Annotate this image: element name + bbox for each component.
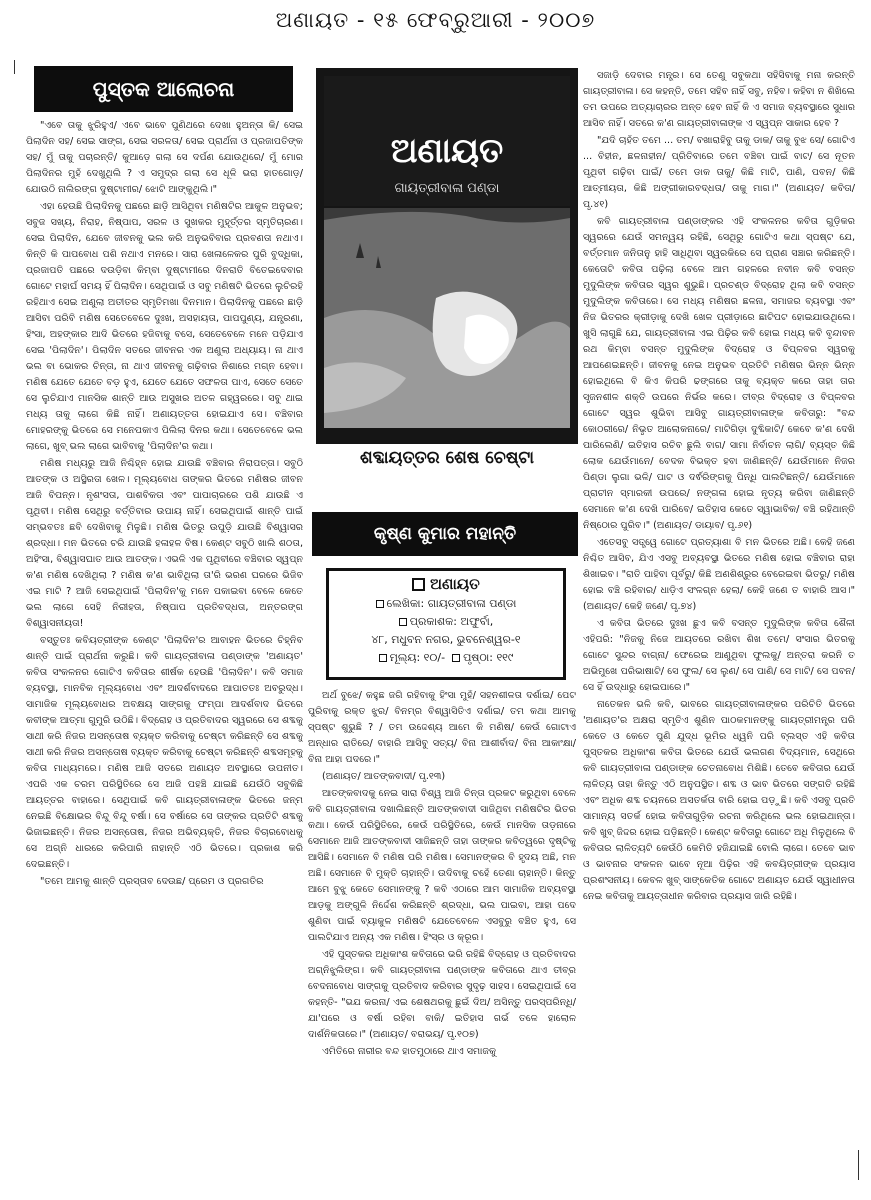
cover-caption: ଶବ୍ଦାୟତ୍ତର ଶେଷ ଚେଷ୍ଟା [359,448,535,468]
paragraph: ସଜାଡ଼ି ଦେବାର ମନ୍ତ୍ର। ସେ ତେଣୁ ସବୁକଥା ସହିସିବାକୁ ମନା କରନ୍ତି ଗାୟତ୍ରୀବାଳା। ସେ କହନ୍ତି, ତମେ ସହିବ ନାହିଁ ସବୁ, ନହିବ। କହିବା ନ ଶିଖିଲେ ତମ ଉପରେ ଅତ୍ୟାଚାରର ଅନ୍ତ ହେବ ନାହିଁ କି ଏ ସମାଜ ବ୍ୟବସ୍ଥାରେ ସୁଧାର ଆସିବ ନାହିଁ। ସତରେ କ'ଣ ଗାୟତ୍ରୀବାଳାଙ୍କ ଏ ସ୍ୱପ୍ନ ସାକାର ହେବ ? [583,70,855,129]
cover-art [316,68,578,444]
paragraph: "ଯଦି ଚାହଁତ ତମେ ... ତମ/ ବଖାରାହିବୁ ତାକୁ ଡାକ/ ତାକୁ ବୁଝ ସେ/ ଗୋଟିଏ ... ବିହୀନ, ଛଳନାହୀନ/ ପ୍ରିତିବାରେ ତମେ ବଞ୍ଚିବା ପାଇଁ ବାଟ/ ସେ ନୂତନ ପୃଥିବୀ ଗଢ଼ିବା ପାଇଁ/ ତମେ ଡାକ ତାକୁ/ କିଛି ମାଟି, ପାଣି, ପବନ/ କିଛି ଆତ୍ମୀୟତା, କିଛି ଅଙ୍ଗୀକାରବଦ୍ଧତା/ ତାକୁ ମାଗ।" (ଅଣାୟତ/ କବିତା/ ପୃ.୪୧) [583,135,855,210]
crop-mark [858,1150,859,1180]
book-info-price-pages-row [329,649,563,667]
paragraph: ମଣିଷ ମଧ୍ୟରୁ ଆଜି ନିଶ୍ଚିହ୍ନ ହୋଇ ଯାଉଛି ବଞ୍ଚିବାର ନିରାପତ୍ତା। ସବୁଠି ଆତଙ୍କ ଓ ଅସ୍ଥିରତା ଖେଳ। ମୂଲ୍ୟବୋଧ ତାଙ୍କର ଭିତରେ ମଣିଷର ଜୀବନ ଆଜି ବିପନ୍ନ। ନୃଶଂସତା, ପାଶବିକତା ଏବଂ ପାପାଚାରରେ ପଶି ଯାଉଛି ଏ ପୃଥିବୀ। ମଣିଷ ସେଥିରୁ ବର୍ତ୍ତିବାର ଉପାୟ ନାହିଁ। ସେଇଥିପାଇଁ ଶାନ୍ତି ପାଇଁ ସମ୍ଭବତଃ ଛବି ଦେଖିବାକୁ ମିଳୁଛି। ମଣିଷ ଭିତରୁ ଉପୁଡ଼ି ଯାଉଛି ବିଶ୍ୱାସର ଶ୍ରଦ୍ଧା। ମନ ଭିତରେ ଚରି ଯାଉଛି ହଳାହଳ ବିଷ। କେଣ୍ଟ ସବୁଠି ଖାଲି ଶଠତା, ଅହିଂସା, ବିଶ୍ୱାସଘାତ ଆଉ ଆତଙ୍କ। ଏଭଳି ଏକ ପୃଥିବୀରେ ବଞ୍ଚିବାର ସ୍ୱପ୍ନ କ'ଣ ମଣିଷ ଦେଖିଥିଲା ? ମଣିଷ କ'ଣ ଭାବିଥିଲା ତା'ରି ଭରଣ ଘରରେ ଭିଜିବ ଏଇ ମାଟି ? ଆଜି ସେଇଥିପାଇଁ 'ପିଲାଦିନ'କୁ ମନେ ପକାଇବା ବେଳେ କେତେ ଭଲ ଲାଗେ ସେହି ନିରୀହତା, ନିଷ୍ପାପ ପ୍ରତିବଦ୍ଧତା, ଅନ୍ତରଙ୍ଗ ବିଶ୍ୱାସନୀୟତା! [26,458,303,629]
paragraph: ଅର୍ଥ ବୁଝେ/ କହୁଛ ଜଗି ରହିବାକୁ ହିଂସା ମୁହଁ/ ସହନଶୀଳତା ଦର୍ଶାଇ/ ପେଟ ପୁରିବାକୁ ରକ୍ତ ଝୁର/ ବିନମ୍ର ବିଶ୍ୱାସିତିଏ ଦର୍ଶାଇ/ ତମ କଥା ଆମକୁ ସ୍ପଷ୍ଟ ଶୁଭୁଛି ? / ତମ ଉଦ୍ଦେଶ୍ୟ ଆମେ କି ମଣିଷ/ କେଉଁ ଗୋଟାଏ ଅନ୍ଧାର ରାତିରେ/ ବାହାରି ଆସିବୁ ସତ୍ୟ/ ବିନା ଆଶୀର୍ବାଦ/ ବିନା ଆକାଂକ୍ଷା/ ବିନା ଆହା ପଦରେ।" [308,690,576,765]
section-banner: ପୁସ୍ତକ ଆଲୋଚନା [34,66,293,112]
square-bullet-icon [376,600,384,608]
review-column-2 [308,688,576,1178]
book-info-title-row [329,575,563,593]
book-info-address: ୪୮, ମଧୁବନ ନଗର, ଭୁବନେଶ୍ୱର-୧ [371,633,521,646]
paragraph: ଏମିତିରେ ନାରୀର ବନ୍ଦ ହାତମୁଠାରେ ଥାଏ ସମାଜକୁ [322,1046,497,1057]
book-info-box [326,568,566,680]
crop-mark [14,60,15,74]
review-column-1 [26,118,303,1180]
book-info-title: ଅଣାୟତ [430,575,480,593]
paragraph: ଏ କବିତା ଭିତରେ ଦୁଃଖ ଛୁଏ କବି ବସନ୍ତ ମୁଦୁଲିଙ୍କ କବିତା ଶୈଳୀ ଏହିପରି: "ନିଜକୁ ନିଜେ ଆୟତରେ ରଖିବା ଶିଖ ତମେ/ ସଂସାର ଭିତରକୁ ଗୋଟେ ସୁନ୍ଦର ବାଗ୍ନା/ ଫେରେଇ ଆଣୁଥିବା ଫୁଲକୁ/ ଅନ୍ତରା କରନି ତ ଅଭିମୁଖେ ପରିଭାଷାଟି/ ସେ ଫୁଲ/ ସେ ଲୁଣ/ ସେ ପାଣି/ ସେ ମାଟି/ ସେ ପବନ/ ସେ ହିଁ ଉଦ୍ଧାରୁ ହୋଇପାରେ।" [583,618,855,693]
paragraph: ଏହି ପୁସ୍ତକର ଅଧିକାଂଶ କବିତାରେ ଭରି ରହିଛି ବିଦ୍ରୋହ ଓ ପ୍ରତିବାଦର ଅଗ୍ନିଝୁଲିଙ୍ଗ। କବି ଗାୟତ୍ରୀବାଳା ପଣ୍ଡାଙ୍କ କବିତାରେ ଥାଏ ତୀବ୍ର ବେଦନାବୋଧ ସାଙ୍ଗକୁ ପ୍ରତିବାଦ କରିବାର ସୁଦୃଢ଼ ସାହସ। ସେଇଥିପାଇଁ ସେ କହନ୍ତି- "ଭଯ କରନା/ ଏଇ ଶେଷଥରକୁ ଛୁଇଁ ଦିଅ/ ଅସିନ୍ତୁ ପରସ୍ପରିନ୍ଧି/ ଯା'ପରେ ଓ ବର୍ଷା ରହିବା ବାକି/ ଇତିହାସ ଗର୍ଭ ତଳେ ହାଲୋଳ ଦାର୍ଶନିକତାରେ।" (ଅଣାୟତ/ ବରାଭୟ/ ପୃ.୧୦୭) [308,949,576,1040]
square-bullet-icon [452,654,460,662]
paragraph: ନାତେକନ ଭଳି କବି, ଭାବରେ ଗାୟତ୍ରୀବାଳାଙ୍କର ପରିଚିତି ଭିତରେ 'ଅଣାୟତ'ର ଅକ୍ଷରା ସ୍ମୃତିଏ ଶୁଣିନ ପାଠକମାନଙ୍କୁ ଗାୟତ୍ରୀମନ୍ତ୍ର ପରି କେତେ ଓ କେତେ ପୁଣି ଯୁଦ୍ଧ ଭୂମିର ଧ୍ୱନି ପରି ବ୍ଲସ୍ତ ଏହି କବିତା ପୁସ୍ତକର ଅଧିକାଂଶ କବିତା ଭିତରେ ଯେଉଁ ଭଲଗଣ ବିଦ୍ୟମାନ, ସେଥିରେ କବି ଗାୟତ୍ରୀବାଳା ପଣ୍ଡାଙ୍କ ଚେତନାବୋଧ ମିଶିଛି। ତେବେ କବିତାର ଯେଉଁ ଲାଳିତ୍ୟ ତାହା କିନ୍ତୁ ଏଠି ଅନୁପସ୍ଥିତ। ଶବ୍ଦ ଓ ଭାବ ଭିତରେ ସଙ୍ଗତି ରହିଛି ଏବଂ ଅଧିକ ଶବ୍ଦ ଚୟନରେ ଅସତର୍କତା ବାରି ହୋଇ ପଡ଼ୁଛି। କବି ଏସବୁ ପ୍ରତି ସାମାନ୍ୟ ସତର୍କ ହୋଇ କବିତାଗୁଡ଼ିକ ରଚନା କରିଥିଲେ ଭଲ ହୋଇଥାନ୍ତା। କବି ଖୁବ୍ ଜିଦ୍ଦର ହୋଇ ପଡ଼ିଛନ୍ତି। କେଣ୍ଟ କବିତାରୁ ଗୋଟେ ଅଧି ମିଳୁଥିଲେ ବି କବିତାର ଲାଳିତ୍ୟଟି କେଉଁଠି କେମିତି ହଜିଯାଇଛି ବୋଲି ଲାଗେ। ତେବେ ଭାବ ଓ ଭାବନାର ସଂକଳନ ଭାବେ ନୂଆ ପିଢ଼ିର ଏହି କବୟିତ୍ରୀଙ୍କ ପ୍ରୟାସ ପ୍ରଶଂସନୀୟ। କେବଳ ଖୁବ୍ ସାଙ୍କେତିକ ଗୋଟେ ଅଣାୟତ ଯେଉଁ ସ୍ୱାଧୀନତା ନେଇ କବିତାକୁ ଆୟତ୍ତାଧୀନ କରିବାର ପ୍ରୟାସ ଜାରି ରହିଛି। [583,699,855,902]
paragraph: କବି ଗାୟତ୍ରୀବାଳା ପଣ୍ଡାଙ୍କର ଏହି ସଂକଳନର କବିତା ଗୁଡ଼ିକର ସ୍ୱରରେ ଯେଉଁ ସମନ୍ୱୟ ରହିଛି, ସେଥିରୁ ଗୋଟିଏ କଥା ସ୍ପଷ୍ଟ ଯେ, ବର୍ତ୍ତମାନ ଜନିତାନୁ ହାହି ସାଧିଥିବା ସ୍ୱରକିରେ ସେ ପ୍ରାଣ ସଞ୍ଚାର କରିଛନ୍ତି। କେତୋଟି କବିତା ପଢ଼ିଲା ବେଳେ ଆମ ଗହଳରେ ନବୀନ କବି ବସନ୍ତ ମୁଦୁଲିଙ୍କ କବିତାର ସ୍ୱର ଶୁଭୁଛି। ପ୍ରଚଣ୍ଡ ବିଦ୍ରୋହ ଥିଲା କବି ବସନ୍ତ ମୁଦୁଲିଙ୍କ କବିତାରେ। ସେ ମଧ୍ୟ ମଣିଷର ଛଳନା, ସମାଜର ବ୍ୟବସ୍ଥା ଏବଂ ନିଜ ଭିତରର କ୍ରୀଡ଼ାକୁ ଦେଖି ଖେଳ ପ୍ରୀଡ଼ାରେ ଛାଟିପଟ ହୋଇଯାଉଥିଲେ। ଖୁସି ଲାଗୁଛି ଯେ, ଗାୟତ୍ରୀବାଳା ଏଇ ପିଢ଼ିର କବି ହୋଇ ମଧ୍ୟ କବି ବୃନ୍ଦାବନ ରଥ କିମ୍ବା ବସନ୍ତ ମୁଦୁଲିଙ୍କ ବିଦ୍ରୋହ ଓ ବିପ୍ଳବର ସ୍ୱରକୁ ଆପଣେଇଛନ୍ତି। ଜୀବନକୁ ନେଇ ଅନୁଭବ ପ୍ରତିଟି ମଣିଷର ଭିନ୍ନ ଭିନ୍ନ ହୋଇଥିଲେ ବି କିଏ କିପରି ଢଙ୍ଗରେ ତାକୁ ବ୍ୟକ୍ତ କରେ ତାହା ତାର ସୃଜନଶୀଳ ଶକ୍ତି ଉପରେ ନିର୍ଭର କରେ। ତୀବ୍ର ବିଦ୍ରୋହ ଓ ବିପ୍ଳବର ଗୋଟେ ସ୍ୱର ଶୁଭିବା ଆସିବୁ ଗାୟତ୍ରୀବାଳାଙ୍କ କବିତାରୁ: "ବନ୍ଦ କୋଠରୀରେ/ ନିଭୃତ ଆଲୋକନାରେ/ ମାଟିଗିଡ଼ା ଦୁବ୍ଦିକାଟି/ କେବେ କ'ଣ ଦେଖି ପାରିଲେଣି/ ଇତିହାସ ରଚିବ ଛୁଲି ବାଗ/ ସାମା ନିର୍ବାଚନ ଲାଗି/ ବ୍ୟସ୍ତ କିଛି ଲୋକ ଯେଉଁମାନେ/ ବେଦକ ବିଭକ୍ତ ହବା ଜାଣିଛନ୍ତି/ ଯେଉଁମାନେ ନିଜର ପିଣ୍ଡା ଲୁଗା ଭଳି/ ପାଟ ଓ ଦର୍ଵରିଙ୍ଗକୁ ପିନ୍ଧି ପାଲଟିଛନ୍ତି/ ଯେଉଁମାନେ ପ୍ରାଚୀନ ସ୍ମାରକୀ ଉପରେ/ ନଙ୍ଗଳା ହୋଇ ନୃତ୍ୟ କରିବା ଜାଣିଛନ୍ତି ସେମାନେ କ'ଣ ଦେଖି ପାରିବେ/ ଇତିହାସ କେତେ ସ୍ୱାଭାବିକ/ ବଞ୍ଚି ରହିଥାନ୍ତି ନିଷ୍ଠୋର ପୁରିବ।" (ଅଣାୟତ/ ଡାୟାବ/ ପୃ.୬୧) [583,216,855,531]
book-info-publisher-row [329,613,563,631]
review-column-3 [583,68,855,1178]
paragraph: "ଏବେ ତାକୁ ଝୁରିହୁଏ/ ଏବେ ଭାବେ ପୁଣିଥରେ ଦେଖା ହୁଅନ୍ତା କି/ ସେଇ ପିଲାଦିନ ସହ/ ସେଇ ସାଙ୍ଗ, ସେଇ ସରଳତା/ ସେଇ ପ୍ରାର୍ଥନା ଓ ପ୍ରଜାପତିଙ୍କ ସହ/ ମୁଁ ତାକୁ ପଚାରନ୍ତି/ କୁଆଡ଼େ ଗଲା ସେ ଦର୍ପଣ ଯୋଉଥିରେ/ ମୁଁ ମୋର ପିଲାଦିନର ମୁହଁ ଦେଖୁଥିଲି ? ଏ ସମୁଦ୍ର ଗଲା ସେ ଧୂଳି ଭରା ହାତଗୋଡ଼/ ଯୋଉଠି ନାଲିରଙ୍ଗ ଦୁଷ୍ଟାମୀର/ ଝୋଟି ଆଙ୍କୁଥିଲି।" [26,120,303,195]
paragraph: ବସ୍ତୁତଃ କବିୟତ୍ରୀଙ୍କ କେଣ୍ଟ 'ପିଲାଦିନ'ର ଆବାହନ ଭିତରେ ଚିହ୍ନିବ ଶାନ୍ତି ପାଇଁ ପ୍ରାର୍ଥନା କରୁଛି। କବି ଗାୟତ୍ରୀବାଳା ପଣ୍ଡାଙ୍କ 'ଅଣାୟତ' କବିତା ସଂକଳନର ଗୋଟିଏ କବିତାର ଶୀର୍ଷକ ହେଉଛି 'ପିଲାଦିନ'। କବି ସମାଜ ବ୍ୟବସ୍ଥା, ମାନବିକ ମୂଲ୍ୟବୋଧ ଏବଂ ଆଦର୍ଶବାଦରେ ଆପାତତଃ ଅବରୁଦ୍ଧ। ସାମାଜିକ ମୂଲ୍ୟବୋଧର ଅବକ୍ଷୟ ସାଙ୍ଗକୁ ଫମ୍ପା ଆଦର୍ଶବାଦ ଭିତରେ କବୀଙ୍କ ଆତ୍ମା ଗୁମୁରି ଉଠିଛି। ବିଦ୍ରୋହ ଓ ପ୍ରତିବାଦର ସ୍ୱରରେ ସେ ଶବ୍ଦକୁ ସାଥୀ କରି ନିଜର ଅସନ୍ତୋଷ ବ୍ୟକ୍ତ କରିବାକୁ ଚେଷ୍ଟା କରିଛନ୍ତି ସେ ଶବ୍ଦକୁ ସାଥୀ କରି ନିଜର ଅସନ୍ତୋଷ ବ୍ୟକ୍ତ କରିବାକୁ ଚେଷ୍ଟା କରିଛନ୍ତି ଶବ୍ଦସମୂହକୁ କବିତା ମାଧ୍ୟମରେ। ମଣିଷ ଆଜି ସତରେ ଅଣାୟତ ଅବସ୍ଥାରେ ଉପନୀତ। ଏପରି ଏକ ଚରମ ପରିସ୍ଥିତିରେ ସେ ଆଜି ପହଞ୍ଚି ଯାଇଛି ଯେଉଁଠି ସବୁକିଛି ଆୟତ୍ତର ବାହାରେ। ସେଥିପାଇଁ କବି ଗାୟତ୍ରୀବାଳାଙ୍କ ଭିତରେ ଜନ୍ମ ନେଇଛି ବିକ୍ଷୋଭର ବିନ୍ଦୁ ବିନ୍ଦୁ ବର୍ଷା। ସେ ବର୍ଷାରେ ସେ ତାଙ୍କର ପ୍ରତିଟି ଶବ୍ଦକୁ ଭିଜାଇଛନ୍ତି। ନିଜର ଅସନ୍ତୋଷ, ନିଜର ଅଭିବ୍ୟକ୍ତି, ନିଜର ବିଚାରବୋଧକୁ ସେ ଅଗ୍ନି ଧାରରେ କରିପାରି ନାହାନ୍ତି ଏଠି ଭିତରେ। ପ୍ରକାଶ କରି ଦେଇଛନ୍ତି। [26,635,303,870]
book-info-pages: ପୃଷ୍ଠା: ୧୧୯ [463,651,514,664]
paragraph: (ଅଣାୟତ/ ଆତଙ୍କବାଦୀ/ ପୃ.୧୩) [322,771,446,782]
newspaper-header: ଅଣାୟତ - ୧୫ ଫେବ୍ରୁଆରୀ - ୨୦୦୭ [275,8,596,32]
reviewer-name: କୃଷ୍ଣ କୁମାର ମହାନ୍ତି [312,512,578,556]
book-info-price: ମୂଲ୍ୟ: ୧୦/- [389,651,446,664]
book-info-publisher: ପ୍ରକାଶକ: ଅଫୁର୍ବା, [409,615,494,628]
paragraph: ଏହା ହେଉଛି ପିଲାଦିନକୁ ପଛରେ ଛାଡ଼ି ଆସିଥିବା ମଣିଷଟିର ଆକୁଳ ଅନୁଭବ; ସବୁଜ ସଖ୍ୟ, ନିରାହ, ନିଷ୍ପାପ, ସରଳ ଓ ସୁଖକର ମୁହୂର୍ତ୍ତର ସ୍ମୃତିଚାରଣ। ସେଇ ପିଲାଦିନ, ଯେବେ ଜୀବନକୁ ଭଲ କରି ଅନୁଭବିବାର ପ୍ରବଣତା ନଥାଏ। କିନ୍ତି କି ପାପବୋଧ ପଶି ନଥାଏ ମନରେ। ସାରା ଖେଳାଳେକର ପୁରି ବୁଦ୍ଧିକା, ପ୍ରଜାପତି ପଛରେ ଦଉଡ଼ିବା କିମ୍ବା ଦୁଷ୍ଟାମୀରେ ଦିନରାତି ବିତେଇଦେବାର ଗୋଟେ ମହାର୍ଘ ସମୟ ହିଁ ପିଲାଦିନ। ସେଥିପାଇଁ ଓ ସବୁ ମଣିଷଟି ଭିତରେ ଲୁଚିରହି ରହିଥାଏ ସେଇ ଅଣୁଲା ଅତୀତର ସ୍ମୃତିମଖା ଦିନମାନ। ପିଲାଦିନକୁ ପଛରେ ଛାଡ଼ି ଆସିବା ପରିବି ମଣିଷ ସେତେବେଳେ ଦୁଃଖ, ଅସହାୟତା, ପାପପୁଣ୍ୟ, ଯନ୍ତ୍ରଣା, ହିଂସା, ଅହଙ୍କାର ଆଦି ଭିତରେ ହଜିବାକୁ ବସେ, ସେତେବେଳେ ମନେ ପଡ଼ିଯାଏ ସେଇ 'ପିଲାଦିନ'। ପିଲାଦିନ ସତରେ ଜୀବନର ଏକ ଅଣୁଲା ଅଧ୍ୟାୟ। ନା ଥାଏ ଭଲ ବା ଭୋକର ଚିନ୍ତା, ନା ଥାଏ ଜୀବନକୁ ଗଢ଼ିବାର ନିଶାରେ ମଗ୍ନ ହେବା। ମଣିଷ ଯେତେ ଯେତେ ବଡ଼ ହୁଏ, ଯେତେ ଯେତେ ସଫଳତା ପାଏ, ସେତେ ସେତେ ସେ ଲୁଚିଯାଏ ମାନସିକ ଶାନ୍ତି ଆଉ ଅସୁଖର ଅତଳ ଗହ୍ୱରରେ। ସବୁ ଥାଇ ମଧ୍ୟ ତାକୁ ଲାଗେ କିଛି ନାହିଁ। ଅଣାୟତ୍ତତା ହୋଇଯାଏ ସେ। ବଞ୍ଚିବାର ମୋହରଙ୍କୁ ଭିତରେ ସେ ମନେପକାଏ ପିଲିଲା ଦିନର କଥା। ସେତେବେଳେ ଭଲ ଲାଗେ, ଖୁବ୍ ଭଲ ଲାଗେ ଭାବିବାକୁ 'ପିଲାଦିନ'ର କଥା। [26,201,303,452]
book-info-author: ଲେଖିକା: ଗାୟତ୍ରୀବାଳା ପଣ୍ଡା [386,597,517,610]
square-bullet-icon [399,618,407,626]
cover-author: ଗାୟତ୍ରୀବାଳା ପଣ୍ଡା [394,181,500,196]
paragraph: ଏତେସବୁ ସତ୍ତ୍ୱେ ଗୋଟେ ପ୍ରତ୍ୟାଶା ବି ମନ ଭିତରେ ଅଛି। କେହି ଜଣେ ନିଶ୍ଚିତ ଆସିବ, ଯିଏ ଏସବୁ ଅବ୍ୟବସ୍ଥା ଭିତରେ ମଣିଷ ହୋଇ ବଞ୍ଚିବାର ରାହା ଶିଖାଇବ। "ରାତି ପାହିବା ପୂର୍ବରୁ/ କିଛି ଅଣଶିଶ୍ରୁର ବେରେଇବା ଭିତରୁ/ ମଣିଷ ହୋଇ ବଞ୍ଚି ରହିବାର/ ଧାଡ଼ିଏ ସଂଳଗ୍ନ ହେଲା/ କେହି ଜଣେ ତ ବାହାରି ଆସ।" (ଅଣାୟତ/ କେହି ଜଣେ/ ପୃ.୭୪) [583,537,855,612]
book-info-author-row [329,595,563,613]
paragraph: ଆତଙ୍କବାଦକୁ ନେଇ ସାରା ବିଶ୍ୱ ଆଜି ଚିନ୍ତା ପ୍ରକଟ କରୁଥିବା ବେଳେ କବି ଗାୟତ୍ରୀବାଳା ଦଖାଲିଛନ୍ତି ଆତଙ୍କବାଦୀ ସାଜିଥିବା ମଣିଷଟିର ଭିତର କଥା। କେଉଁ ପରିସ୍ଥିତିରେ, କେଉଁ ପରିସ୍ଥିତିରେ, କେଉଁ ମାନସିକ ତାଡ଼ନାରେ ସେମାନେ ଆଜି ଆତଙ୍କବାଦୀ ସାଜିଛନ୍ତି ତାହା ତାଙ୍କର କବିତ୍ୱରେ ଦୃଷ୍ଟିକୁ ଆସିଛି। ସେମାନେ ବି ମଣିଷ ପରି ମଣିଷ। ସେମାନଙ୍କର ବି ହୃଦୟ ଅଛି, ମନ ଅଛି। ସେମାନେ ବି ମୁକ୍ତି ଚାହାନ୍ତି। ଉଦିବାକୁ ଚହେଁ ତେଣା ଚାହାନ୍ତି। କିନ୍ତୁ ଆମେ ବୁଝୁ କେତେ ସେମାନଙ୍କୁ ? କବି ଏଠାରେ ଆମ ସାମାଜିକ ଅବ୍ୟବସ୍ଥା ଆଡ଼କୁ ଅଙ୍ଗୁଳି ନିର୍ଦ୍ଦେଶ କରିଛନ୍ତି ଶ୍ରଦ୍ଧା, ଭଲ ପାଇବା, ଆହା ପଦେ ଶୁଣିବା ପାଇଁ ବ୍ୟାକୁଳ ମଣିଷଟି ଯେତେବେଳେ ଏସବୁରୁ ବଞ୍ଚିତ ହୁଏ, ସେ ପାଲଟିଯାଏ ଅନ୍ୟ ଏକ ମଣିଷ। ହିଂସ୍ର ଓ କ୍ରୂର। [308,788,576,943]
cover-title: ଅଣାୟତ [390,131,504,171]
square-bullet-icon [379,654,387,662]
book-cover-image [316,68,578,444]
square-bullet-icon [412,578,425,591]
paragraph: "ତମେ ଆମକୁ ଶାନ୍ତି ପ୍ରସ୍ତାବ ଦେଉଛ/ ପ୍ରେମ ଓ ପ୍ରଗତିର [40,876,264,887]
